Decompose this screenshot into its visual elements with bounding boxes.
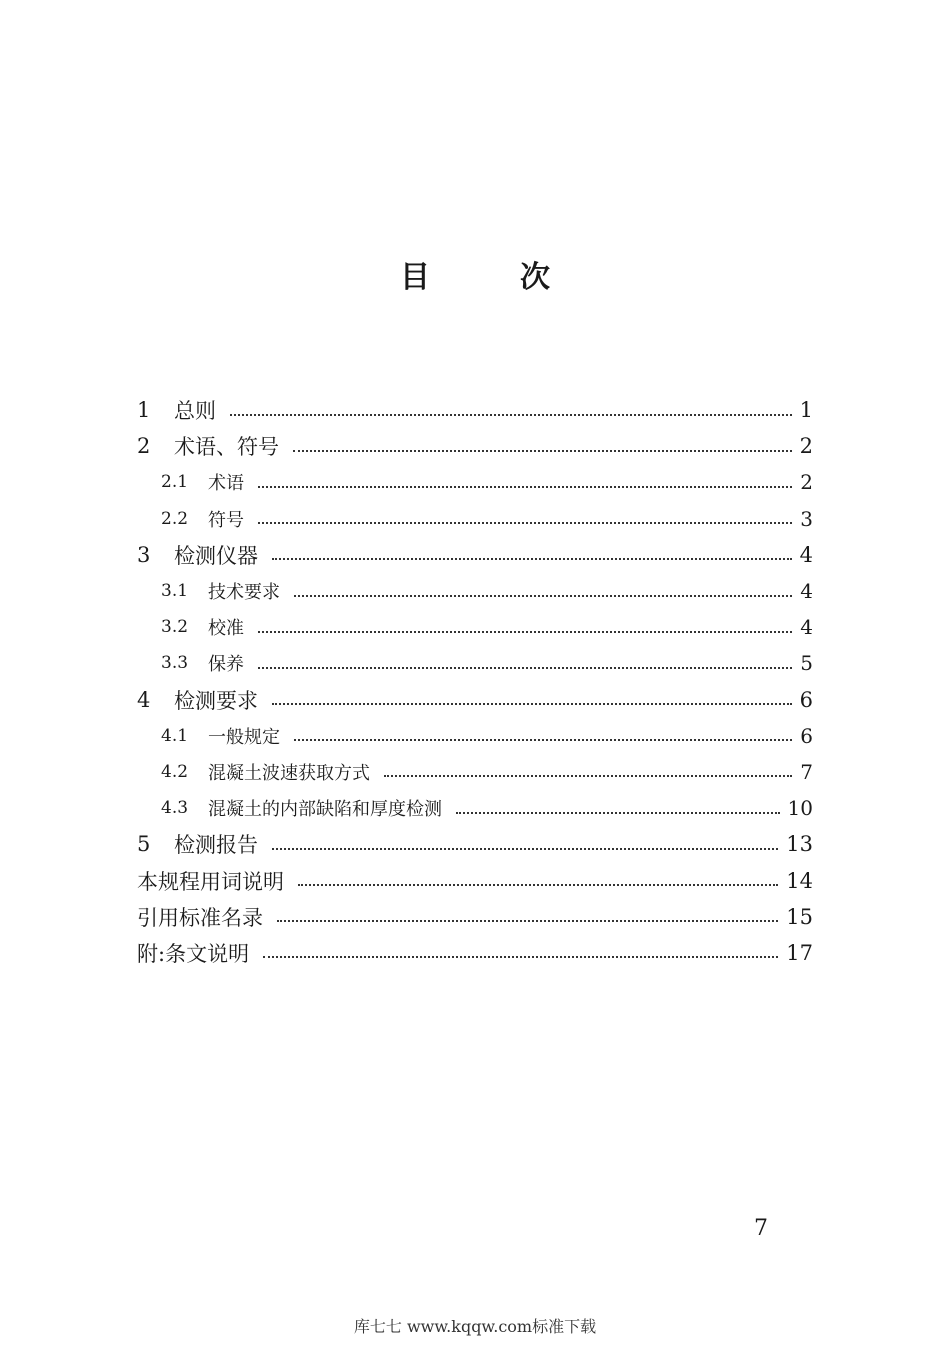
toc-entry[interactable] xyxy=(137,428,813,464)
toc-leader-dots xyxy=(272,847,778,850)
toc-entry-page: 6 xyxy=(800,723,813,748)
toc-entry-page: 4 xyxy=(799,542,813,567)
toc-leader-dots xyxy=(294,594,792,597)
toc-entry-page: 7 xyxy=(800,759,813,784)
toc-entry-label: 引用标准名录 xyxy=(137,905,263,930)
toc-leader-dots xyxy=(456,811,780,814)
toc-entry-page: 4 xyxy=(800,579,813,604)
toc-entry[interactable] xyxy=(137,392,813,428)
toc-entry-page: 6 xyxy=(799,687,813,712)
toc-leader-dots xyxy=(277,919,778,922)
page-number: 7 xyxy=(754,1216,768,1241)
toc-entry-label: 术语、符号 xyxy=(174,435,279,460)
toc-entry-label: 校准 xyxy=(208,618,244,640)
toc-leader-dots xyxy=(258,521,792,524)
toc-entry[interactable] xyxy=(137,573,813,609)
footer-watermark: 库七七 www.kqqw.com标准下载 xyxy=(353,1317,597,1336)
toc-entry[interactable] xyxy=(137,754,813,790)
toc-leader-dots xyxy=(258,485,792,488)
toc-entry-page: 10 xyxy=(787,796,813,821)
toc-entry-number: 3 xyxy=(137,542,151,567)
toc-entry[interactable] xyxy=(137,501,813,537)
toc-entry-label: 附:条文说明 xyxy=(137,941,250,966)
toc-leader-dots xyxy=(384,774,792,777)
toc-leader-dots xyxy=(272,702,792,705)
toc-leader-dots xyxy=(230,413,792,416)
toc-entry-number: 4.2 xyxy=(161,761,189,782)
toc-entry-page: 2 xyxy=(800,470,813,495)
toc-entry-number: 3.3 xyxy=(161,653,189,674)
toc-entry-label: 检测要求 xyxy=(174,688,258,713)
toc-entry-number: 3.2 xyxy=(161,617,189,638)
toc-entry-number: 5 xyxy=(137,832,151,857)
toc-entry-page: 2 xyxy=(799,434,813,459)
toc-leader-dots xyxy=(263,955,778,958)
toc-entry-label: 术语 xyxy=(208,473,244,495)
toc-entry-page: 17 xyxy=(786,940,813,965)
toc-entry-page: 3 xyxy=(800,506,813,531)
toc-entry[interactable] xyxy=(137,609,813,645)
toc-leader-dots xyxy=(293,449,792,452)
toc-entry-number: 2.1 xyxy=(161,472,189,493)
toc-entry[interactable] xyxy=(137,537,813,573)
toc-entry-page: 1 xyxy=(799,398,813,423)
toc-entry-label: 本规程用词说明 xyxy=(137,869,284,894)
toc-entry[interactable] xyxy=(137,862,813,898)
toc-entry[interactable] xyxy=(137,645,813,681)
toc-entry-number: 1 xyxy=(137,398,151,423)
toc-entry-number: 4.1 xyxy=(161,725,189,746)
toc-entry-label: 检测仪器 xyxy=(174,543,258,568)
toc-entry-label: 符号 xyxy=(208,509,244,531)
toc-entry-number: 3.1 xyxy=(161,581,189,602)
toc-entry[interactable] xyxy=(137,826,813,862)
toc-entry-number: 2.2 xyxy=(161,508,189,529)
toc-entry[interactable] xyxy=(137,899,813,935)
toc-entry[interactable] xyxy=(137,935,813,971)
toc-leader-dots xyxy=(272,557,792,560)
toc-entry[interactable] xyxy=(137,464,813,500)
toc-entry-label: 混凝土波速获取方式 xyxy=(208,762,370,784)
toc-leader-dots xyxy=(258,666,792,669)
toc-entry-page: 5 xyxy=(800,651,813,676)
toc-entry-page: 4 xyxy=(800,615,813,640)
toc-entry-label: 检测报告 xyxy=(174,833,258,858)
toc-leader-dots xyxy=(258,630,792,633)
toc-entry[interactable] xyxy=(137,790,813,826)
toc-leader-dots xyxy=(294,738,792,741)
toc-entry-page: 14 xyxy=(786,868,813,893)
toc-entry-page: 15 xyxy=(786,904,813,929)
toc-entry-label: 一般规定 xyxy=(208,726,280,748)
toc-entry-number: 4.3 xyxy=(161,798,189,819)
toc-entry-page: 13 xyxy=(786,832,813,857)
table-of-contents xyxy=(137,392,813,971)
page-title: 目 次 xyxy=(400,260,580,295)
toc-entry-number: 2 xyxy=(137,434,151,459)
toc-entry-label: 保养 xyxy=(208,654,244,676)
toc-entry-label: 混凝土的内部缺陷和厚度检测 xyxy=(208,799,442,821)
toc-leader-dots xyxy=(298,883,778,886)
toc-entry-number: 4 xyxy=(137,687,151,712)
toc-entry-label: 总则 xyxy=(174,399,216,424)
toc-entry-label: 技术要求 xyxy=(208,582,280,604)
toc-entry[interactable] xyxy=(137,718,813,754)
toc-entry[interactable] xyxy=(137,682,813,718)
